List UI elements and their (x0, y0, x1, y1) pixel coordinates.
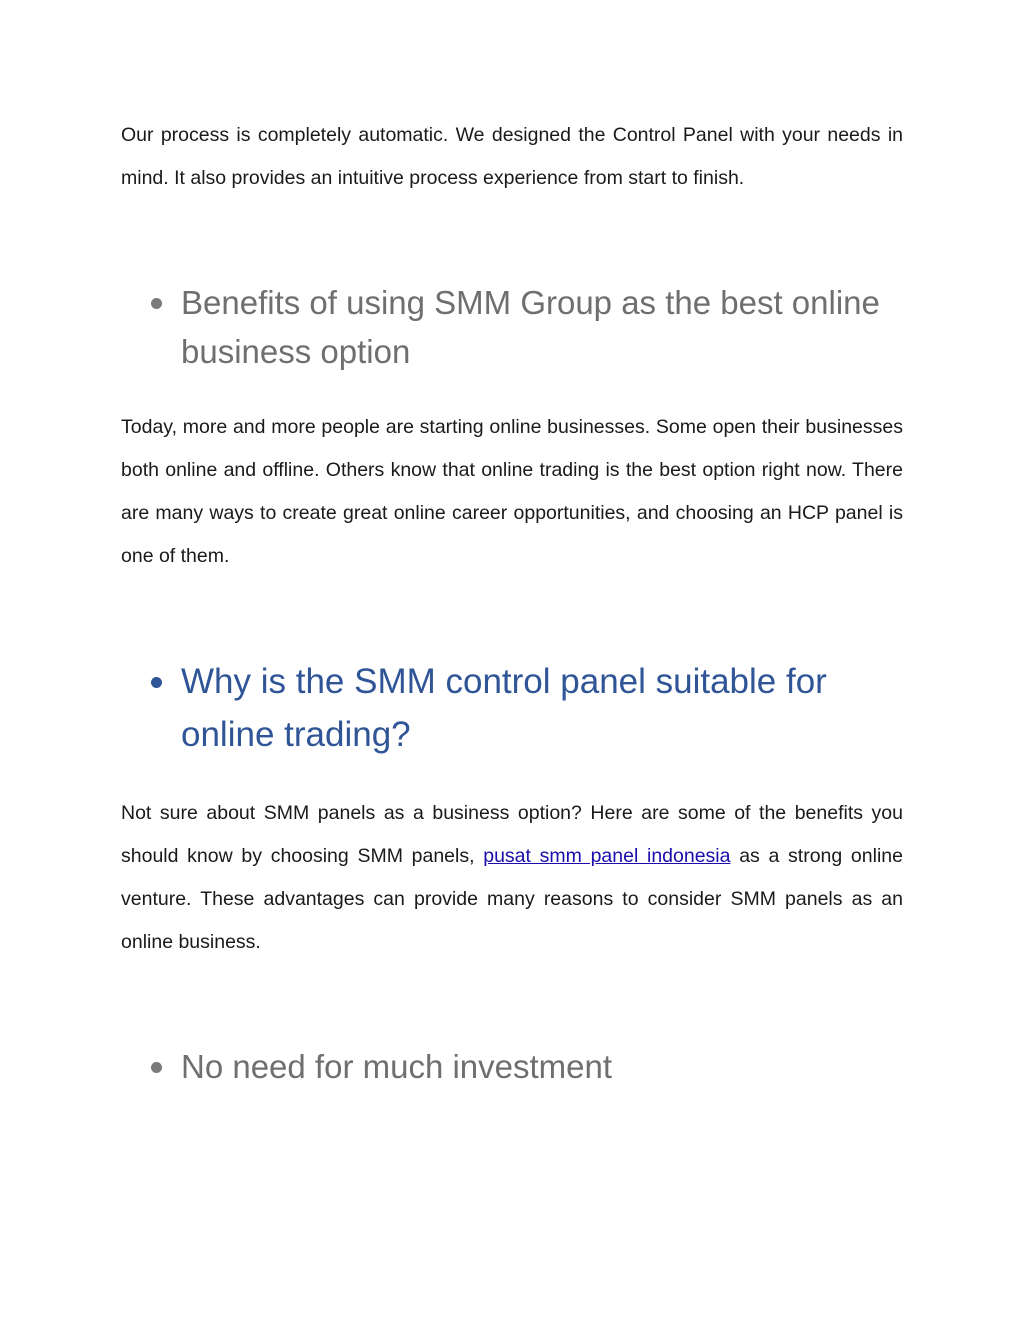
bullet-icon (151, 677, 162, 688)
heading-why-smm-text: Why is the SMM control panel suitable for online trading? (181, 662, 827, 754)
heading-benefits-text: Benefits of using SMM Group as the best online business option (181, 284, 880, 370)
paragraph-not-sure-tail: as a strong online venture. These advantages can provide many reasons to consider SMM panels as an online business. (121, 845, 903, 953)
heading-investment (181, 1042, 921, 1091)
paragraph-not-sure (121, 792, 903, 964)
heading-benefits (181, 278, 921, 376)
paragraph-today: Today, more and more people are starting online businesses. Some open their businesses both online and offline. Others know that online trading is the best option right now. There are many ways to create great online career opportunities, and choosing an HCP panel is one of them. (121, 416, 903, 567)
smm-panel-link[interactable]: pusat smm panel indonesia (483, 845, 731, 867)
bullet-icon (151, 298, 162, 309)
bullet-icon (151, 1062, 162, 1073)
paragraph-intro: Our process is completely automatic. We designed the Control Panel with your needs in mind. It also provides an intuitive process experience from start to finish. (121, 124, 903, 189)
heading-investment-text: No need for much investment (181, 1048, 613, 1085)
heading-why-smm (181, 655, 921, 761)
paragraph-not-sure-lead: Not sure about SMM panels as a business option? Here are some of the benefits you should know by choosing SMM panels, (121, 802, 903, 867)
